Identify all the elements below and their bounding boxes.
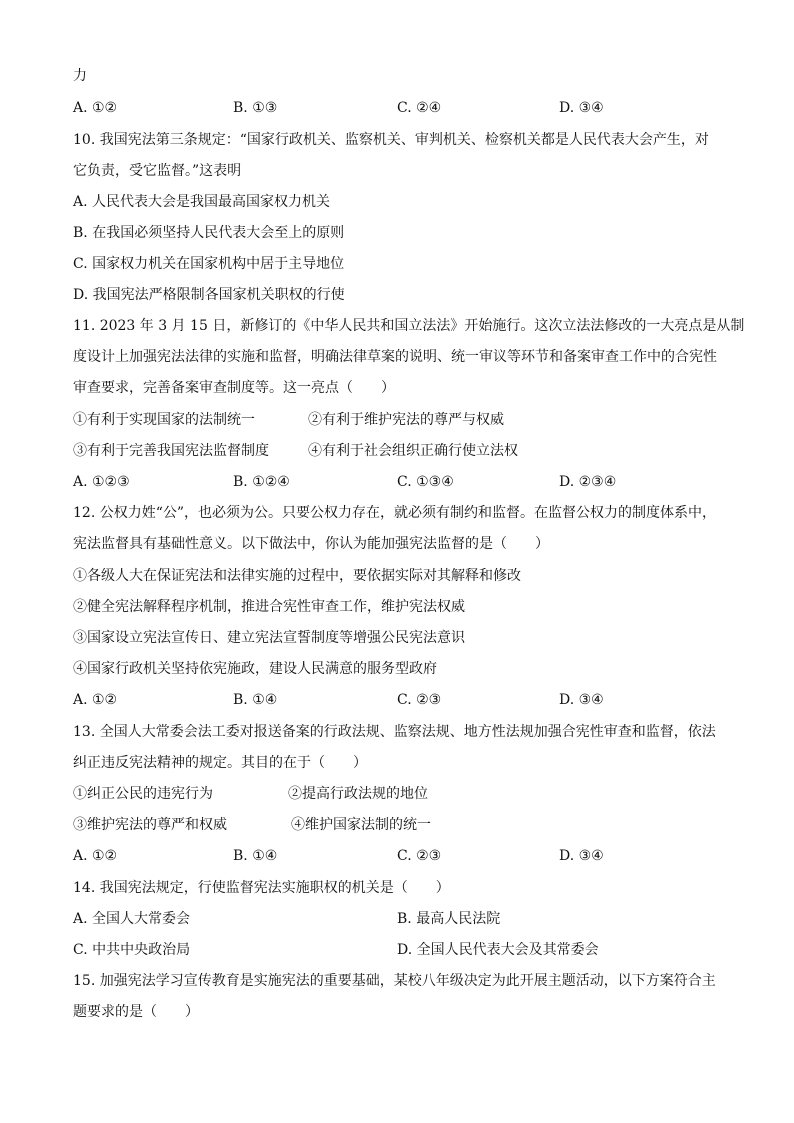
option-c: C. ②③ bbox=[397, 848, 442, 864]
q13-statements-row bbox=[73, 815, 733, 835]
statement-3: ③有利于完善我国宪法监督制度 bbox=[73, 443, 269, 459]
q12-options bbox=[73, 690, 733, 710]
text-line: 力 bbox=[73, 68, 87, 84]
option-b: B. ①②④ bbox=[233, 474, 290, 490]
q12-statement-1: ①各级人大在保证宪法和法律实施的过程中，要依据实际对其解释和修改 bbox=[73, 568, 521, 584]
option-a: A. ①②③ bbox=[73, 474, 130, 490]
q10-option-c: C. 国家权力机关在国家机构中居于主导地位 bbox=[73, 256, 345, 272]
option-d: D. ②③④ bbox=[559, 474, 617, 490]
statement-1: ①有利于实现国家的法制统一 bbox=[73, 412, 255, 428]
option-d: D. 全国人民代表大会及其常委会 bbox=[397, 942, 599, 958]
q10-option-a: A. 人民代表大会是我国最高国家权力机关 bbox=[73, 194, 331, 210]
q13-options bbox=[73, 846, 733, 866]
question-12-text-cont: 宪法监督具有基础性意义。以下做法中，你认为能加强宪法监督的是（ ） bbox=[73, 536, 549, 552]
q11-options bbox=[73, 472, 733, 492]
option-c: C. ②③ bbox=[397, 692, 442, 708]
statement-4: ④维护国家法制的统一 bbox=[291, 817, 431, 833]
question-14-text: 14. 我国宪法规定，行使监督宪法实施职权的机关是（ ） bbox=[73, 880, 450, 896]
statement-3: ③维护宪法的尊严和权威 bbox=[73, 817, 227, 833]
q12-statement-2: ②健全宪法解释程序机制，推进合宪性审查工作，维护宪法权威 bbox=[73, 599, 465, 615]
q10-option-b: B. 在我国必须坚持人民代表大会至上的原则 bbox=[73, 225, 345, 241]
option-b: B. ①④ bbox=[233, 848, 278, 864]
option-d: D. ③④ bbox=[559, 848, 604, 864]
question-11-text-cont: 度设计上加强宪法法律的实施和监督，明确法律草案的说明、统一审议等环节和备案审查工作中的合宪性 bbox=[73, 349, 717, 365]
statement-2: ②有利于维护宪法的尊严与权威 bbox=[308, 412, 504, 428]
option-a: A. ①② bbox=[73, 692, 118, 708]
option-b: B. ①③ bbox=[233, 100, 278, 116]
option-c: C. 中共中央政治局 bbox=[73, 942, 191, 958]
option-a: A. ①② bbox=[73, 848, 118, 864]
option-a: A. 全国人大常委会 bbox=[73, 911, 191, 927]
question-15-text: 15. 加强宪法学习宣传教育是实施宪法的重要基础，某校八年级决定为此开展主题活动，以下方案符合主 bbox=[73, 973, 716, 989]
q12-statement-4: ④国家行政机关坚持依宪施政，建设人民满意的服务型政府 bbox=[73, 661, 437, 677]
option-a: A. ①② bbox=[73, 100, 118, 116]
q11-statements-row bbox=[73, 441, 733, 461]
q11-statements-row bbox=[73, 410, 733, 430]
q10-option-d: D. 我国宪法严格限制各国家机关职权的行使 bbox=[73, 287, 345, 303]
question-13-text-cont: 纠正违反宪法精神的规定。其目的在于（ ） bbox=[73, 755, 367, 771]
option-b: B. 最高人民法院 bbox=[397, 911, 501, 927]
q14-options-row bbox=[73, 909, 733, 929]
statement-1: ①纠正公民的违宪行为 bbox=[73, 786, 213, 802]
question-13-text: 13. 全国人大常委会法工委对报送备案的行政法规、监察法规、地方性法规加强合宪性审查和监督，依法 bbox=[73, 724, 716, 740]
q12-statement-3: ③国家设立宪法宣传日、建立宪法宣誓制度等增强公民宪法意识 bbox=[73, 630, 465, 646]
question-15-text-cont: 题要求的是（ ） bbox=[73, 1004, 199, 1020]
question-11-text: 11. 2023 年 3 月 15 日，新修订的《中华人民共和国立法法》开始施行。这次立法法修改的一大亮点是从制 bbox=[73, 318, 745, 334]
option-d: D. ③④ bbox=[559, 100, 604, 116]
question-11-text-cont: 审查要求，完善备案审查制度等。这一亮点（ ） bbox=[73, 380, 395, 396]
statement-2: ②提高行政法规的地位 bbox=[288, 786, 428, 802]
question-12-text: 12. 公权力姓“公”，也必须为公。只要公权力存在，就必须有制约和监督。在监督公权力的制度体系中， bbox=[73, 505, 717, 521]
option-c: C. ①③④ bbox=[397, 474, 454, 490]
option-d: D. ③④ bbox=[559, 692, 604, 708]
q13-statements-row bbox=[73, 784, 733, 804]
question-10-text: 10. 我国宪法第三条规定：“国家行政机关、监察机关、审判机关、检察机关都是人民代表大会产生，对 bbox=[73, 132, 709, 148]
question-10-text-cont: 它负责，受它监督。”这表明 bbox=[73, 163, 242, 179]
q14-options-row bbox=[73, 940, 733, 960]
option-c: C. ②④ bbox=[397, 100, 442, 116]
option-b: B. ①④ bbox=[233, 692, 278, 708]
statement-4: ④有利于社会组织正确行使立法权 bbox=[308, 443, 518, 459]
q9-options bbox=[73, 98, 733, 118]
